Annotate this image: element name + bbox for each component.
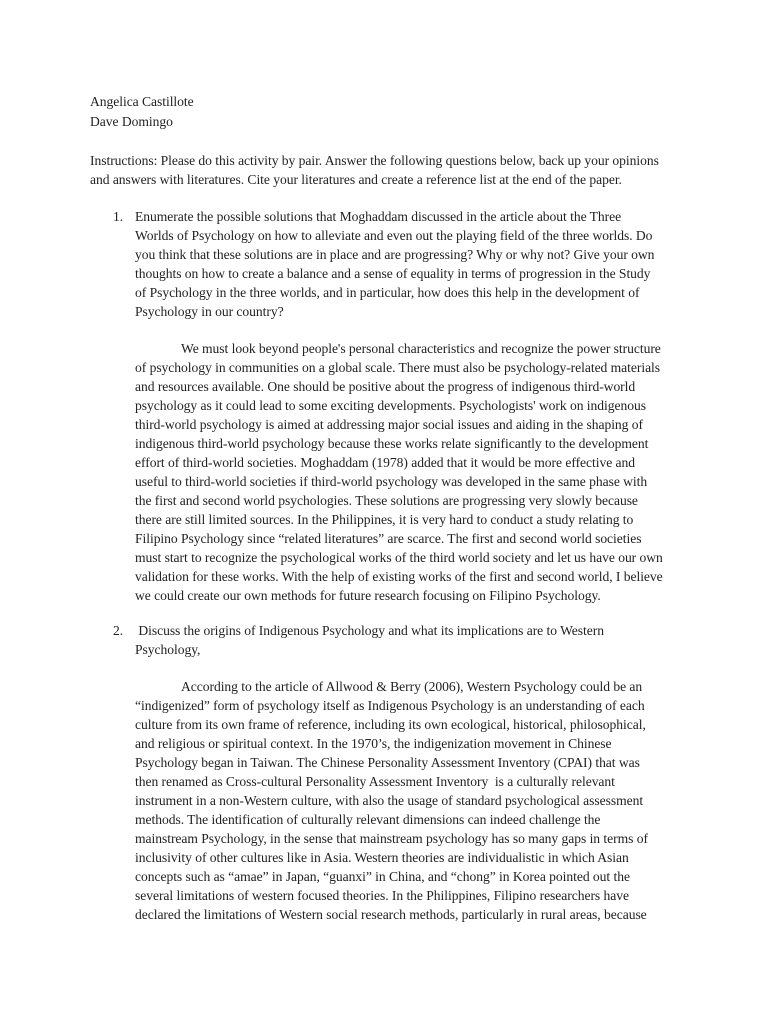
answer-line: indigenous third-world psychology because these works relate significantly to the development xyxy=(135,436,649,451)
answer-line: inclusivity of other cultures like in Asia. Western theories are individualistic in which Asian xyxy=(135,850,629,865)
answer-line: and resources available. One should be positive about the progress of indigenous third-world xyxy=(135,379,636,394)
question-line: Enumerate the possible solutions that Moghaddam discussed in the article about the Three xyxy=(135,209,622,224)
author-name: Angelica Castillote xyxy=(90,94,194,109)
question-line: Psychology, xyxy=(135,642,201,657)
answer-line: there are still limited sources. In the Philippines, it is very hard to conduct a study relating to xyxy=(135,512,634,527)
answer-line: must start to recognize the psychological works of the third world society and let us have our own xyxy=(135,550,663,565)
answer-line: third-world psychology is aimed at addressing major social issues and aiding in the shaping of xyxy=(135,417,643,432)
question-line: Discuss the origins of Indigenous Psychology and what its implications are to Western xyxy=(135,623,604,638)
question-line: Psychology in our country? xyxy=(135,304,284,319)
answer-line: of psychology in communities on a global scale. There must also be psychology-related materials xyxy=(135,360,661,375)
answer-line: we could create our own methods for future research focusing on Filipino Psychology. xyxy=(135,588,601,603)
question-number: 1. xyxy=(113,209,124,224)
answer-line: declared the limitations of Western social research methods, particularly in rural areas, because xyxy=(135,907,647,922)
answer-line: psychology as it could lead to some exciting developments. Psychologists' work on indigenous xyxy=(135,398,646,413)
answer-line: and religious or spiritual context. In the 1970’s, the indigenization movement in Chinese xyxy=(135,736,612,751)
answer-line: mainstream Psychology, in the sense that mainstream psychology has so many gaps in terms of xyxy=(135,831,648,846)
answer-line: Psychology began in Taiwan. The Chinese Personality Assessment Inventory (CPAI) that was xyxy=(135,755,640,770)
answer-line: validation for these works. With the help of existing works of the first and second world, I believe xyxy=(135,569,663,584)
instructions-line: Instructions: Please do this activity by pair. Answer the following questions below, back up your opinions xyxy=(90,153,659,168)
answer-line: We must look beyond people's personal characteristics and recognize the power structure xyxy=(181,341,661,356)
question-line: Worlds of Psychology on how to alleviate and even out the playing field of the three worlds. Do xyxy=(135,228,653,243)
answer-line: “indigenized” form of psychology itself as Indigenous Psychology is an understanding of each xyxy=(135,698,645,713)
author-name: Dave Domingo xyxy=(90,114,173,129)
answer-line: concepts such as “amae” in Japan, “guanxi” in China, and “chong” in Korea pointed out the xyxy=(135,869,630,884)
answer-line: instrument in a non-Western culture, with also the usage of standard psychological assessment xyxy=(135,793,644,808)
answer-line: culture from its own frame of reference, including its own ecological, historical, philosophical, xyxy=(135,717,646,732)
question-line: you think that these solutions are in place and are progressing? Why or why not? Give your own xyxy=(135,247,655,262)
answer-line: According to the article of Allwood & Berry (2006), Western Psychology could be an xyxy=(181,679,643,694)
answer-line: the first and second world psychologies. These solutions are progressing very slowly because xyxy=(135,493,638,508)
question-number: 2. xyxy=(113,623,124,638)
instructions-line: and answers with literatures. Cite your literatures and create a reference list at the end of the paper. xyxy=(90,172,622,187)
question-line: of Psychology in the three worlds, and in particular, how does this help in the development of xyxy=(135,285,640,300)
answer-line: several limitations of western focused theories. In the Philippines, Filipino researchers have xyxy=(135,888,629,903)
answer-line: methods. The identification of culturally relevant dimensions can indeed challenge the xyxy=(135,812,601,827)
answer-line: Filipino Psychology since “related literatures” are scarce. The first and second world societies xyxy=(135,531,642,546)
answer-line: then renamed as Cross-cultural Personality Assessment Inventory is a culturally relevant xyxy=(135,774,615,789)
answer-line: useful to third-world societies if third-world psychology was developed in the same phase with xyxy=(135,474,648,489)
answer-line: effort of third-world societies. Moghaddam (1978) added that it would be more effective and xyxy=(135,455,636,470)
question-line: thoughts on how to create a balance and a sense of equality in terms of progression in the Study xyxy=(135,266,651,281)
